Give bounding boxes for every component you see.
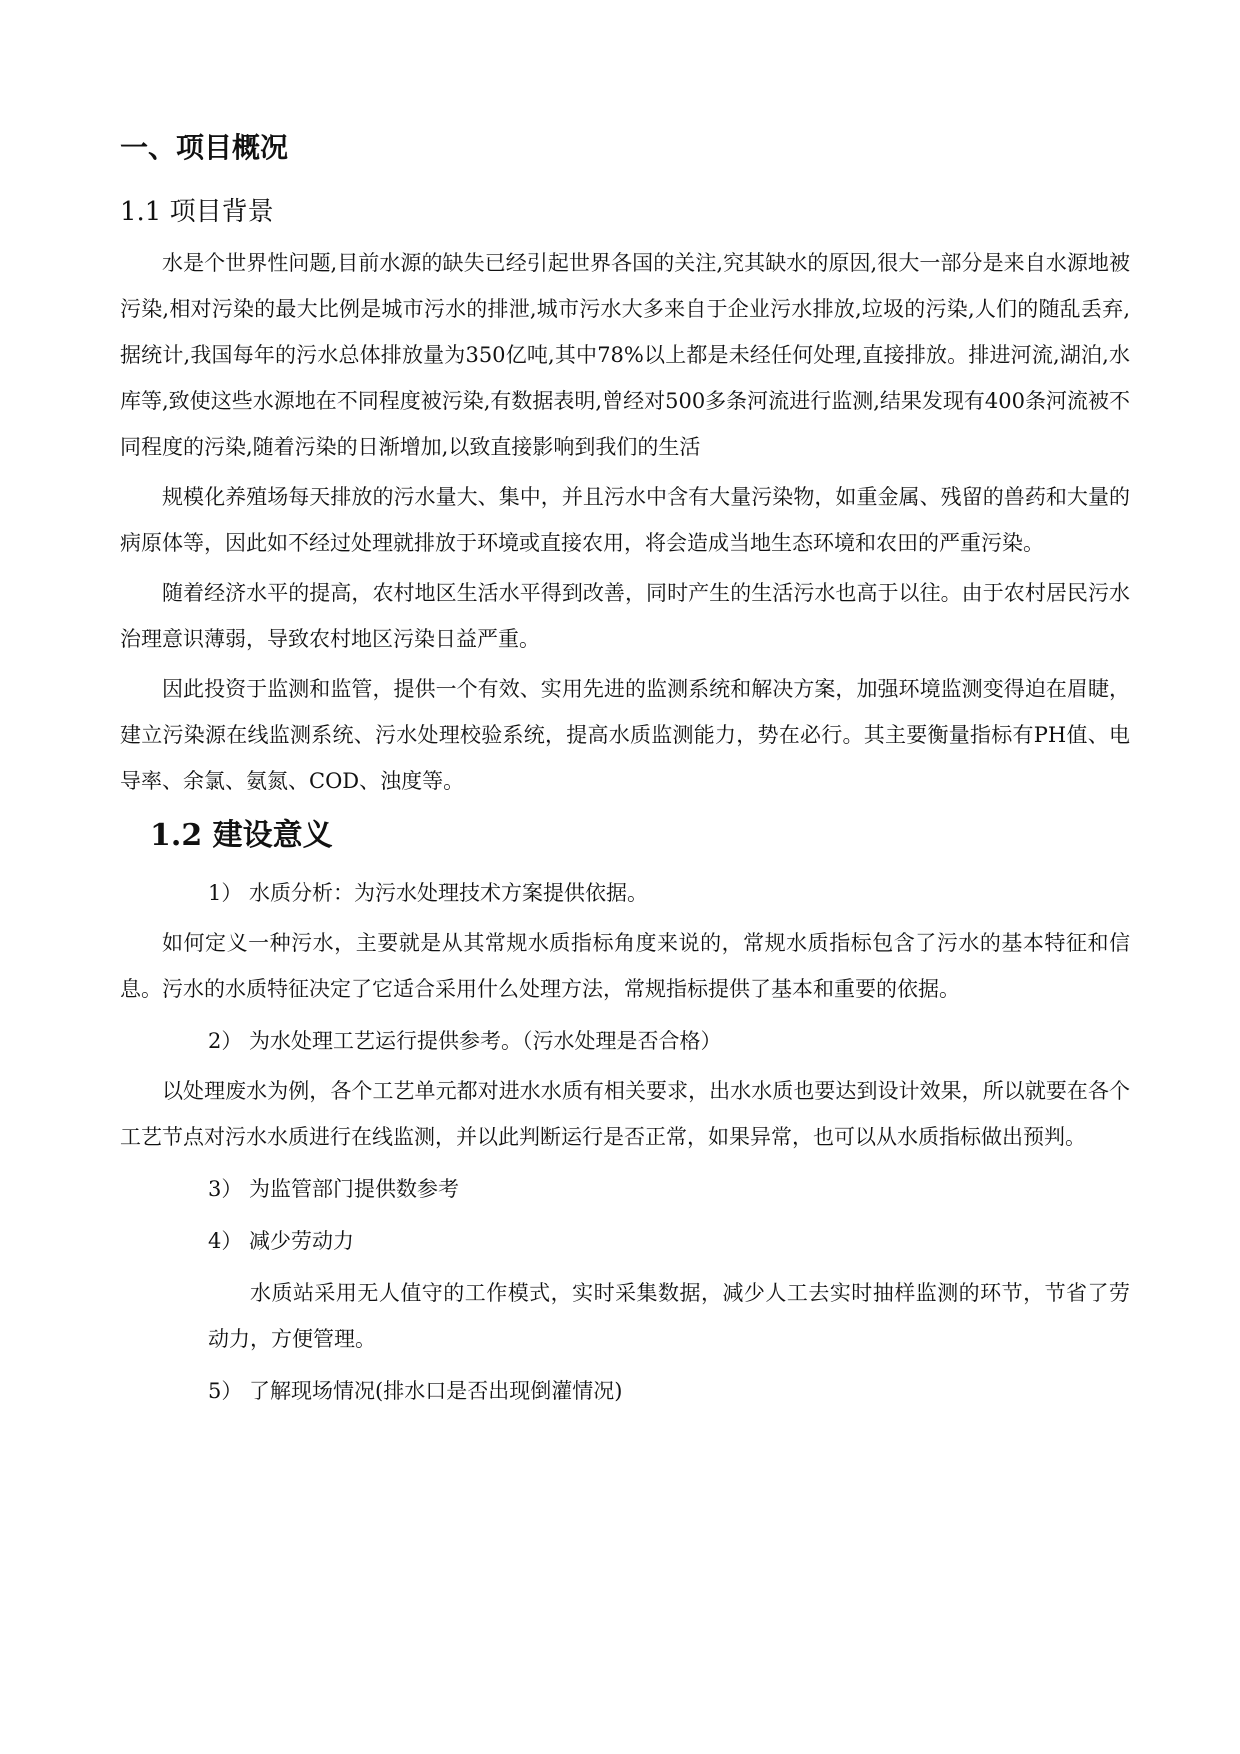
background-paragraph-4: 因此投资于监测和监管，提供一个有效、实用先进的监测系统和解决方案，加强环境监测变得迫在眉睫，建立污染源在线监测系统、污水处理校验系统，提高水质监测能力，势在必行。其主要衡量指标有PH值、电导率、余氯、氨氮、COD、浊度等。 bbox=[120, 677, 1130, 793]
list-item-5: 5） 了解现场情况(排水口是否出现倒灌情况) bbox=[208, 1379, 623, 1403]
background-paragraph-1: 水是个世界性问题,目前水源的缺失已经引起世界各国的关注,究其缺水的原因,很大一部分是来自水源地被污染,相对污染的最大比例是城市污水的排泄,城市污水大多来自于企业污水排放,垃圾的污染,人们的随乱丢弃,据统计,我国每年的污水总体排放量为350亿吨,其中78%以上都是未经任何处理,直接排放。排进河流,湖泊,水库等,致使这些水源地在不同程度被污染,有数据表明,曾经对500多条河流进行监测,结果发现有400条河流被不同程度的污染,随着污染的日渐增加,以致直接影响到我们的生活 bbox=[120, 251, 1130, 459]
section-title-overview: 一、项目概况 bbox=[120, 131, 289, 164]
list-item-4: 4） 减少劳动力 bbox=[208, 1229, 355, 1253]
section-title-background: 1.1 项目背景 bbox=[120, 197, 274, 227]
list-item-3: 3） 为监管部门提供数参考 bbox=[208, 1177, 460, 1201]
list-item-1-paragraph: 如何定义一种污水，主要就是从其常规水质指标角度来说的，常规水质指标包含了污水的基本特征和信息。污水的水质特征决定了它适合采用什么处理方法，常规指标提供了基本和重要的依据。 bbox=[120, 931, 1130, 1001]
list-item-1: 1） 水质分析：为污水处理技术方案提供依据。 bbox=[208, 881, 649, 905]
background-paragraph-3: 随着经济水平的提高，农村地区生活水平得到改善，同时产生的生活污水也高于以往。由于农村居民污水治理意识薄弱，导致农村地区污染日益严重。 bbox=[120, 581, 1130, 651]
document-content bbox=[120, 128, 1130, 1414]
list-item-4-paragraph: 水质站采用无人值守的工作模式，实时采集数据，减少人工去实时抽样监测的环节，节省了劳动力，方便管理。 bbox=[208, 1281, 1130, 1351]
list-item-2-paragraph: 以处理废水为例，各个工艺单元都对进水水质有相关要求，出水水质也要达到设计效果，所以就要在各个工艺节点对污水水质进行在线监测，并以此判断运行是否正常，如果异常，也可以从水质指标做出预判。 bbox=[120, 1079, 1130, 1149]
background-paragraph-2: 规模化养殖场每天排放的污水量大、集中，并且污水中含有大量污染物，如重金属、残留的兽药和大量的病原体等，因此如不经过处理就排放于环境或直接农用，将会造成当地生态环境和农田的严重污染。 bbox=[120, 485, 1130, 555]
list-item-2: 2） 为水处理工艺运行提供参考。（污水处理是否合格） bbox=[208, 1029, 722, 1053]
section-title-significance: 1.2 建设意义 bbox=[150, 818, 333, 853]
